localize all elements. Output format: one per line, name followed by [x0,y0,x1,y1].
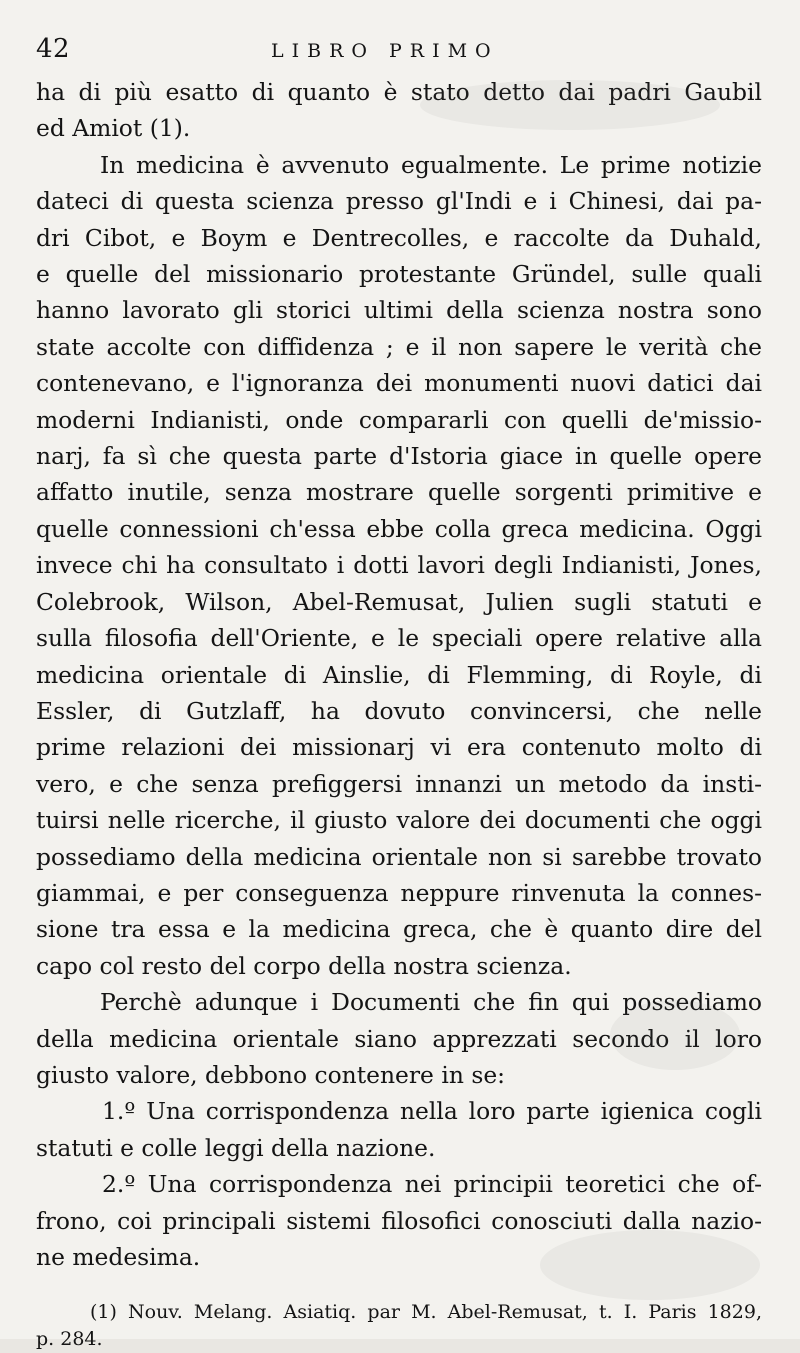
text-line: narj, fa sì che questa parte d'Istoria giace in quelle opere [36,442,762,471]
text-line: statuti e colle leggi della nazione. [36,1133,436,1162]
text-line: 2.º Una corrispondenza nei principii teoretici che of- [102,1170,762,1199]
text-line: affatto inutile, senza mostrare quelle sorgenti primitive e [36,478,762,507]
text-line: vero, e che senza prefiggersi innanzi un metodo da insti- [36,769,762,798]
text-line: Colebrook, Wilson, Abel-Remusat, Julien sugli statuti e [36,587,762,616]
text-line: In medicina è avvenuto egualmente. Le prime notizie [100,150,762,179]
text-line: ne medesima. [36,1243,201,1271]
text-line: sulla filosofia dell'Oriente, e le speciali opere relative alla [36,624,762,653]
text-line: giusto valore, debbono contenere in se: [36,1060,506,1089]
text-line: moderni Indianisti, onde compararli con quelli de'missio- [36,405,762,434]
text-line: 1.º Una corrispondenza nella loro parte igienica cogli [102,1097,762,1126]
text-line: ha di più esatto di quanto è stato detto dai padri Gaubil [36,78,762,106]
text-line: frono, coi principali sistemi filosofici conosciuti dalla nazio- [36,1206,762,1235]
footnote-line: (1) Nouv. Melang. Asiatiq. par M. Abel-Remusat, t. I. Paris 1829, [90,1301,762,1324]
text-line: prime relazioni dei missionarj vi era contenuto molto di [36,733,762,762]
text-line: dri Cibot, e Boym e Dentrecolles, e raccolte da Duhald, [36,223,762,252]
footnote-line: p. 284. [36,1328,103,1351]
text-line: hanno lavorato gli storici ultimi della scienza nostra sono [36,296,762,325]
text-line: Essler, di Gutzlaff, ha dovuto convincersi, che nelle [36,696,762,725]
text-line: quelle connessioni ch'essa ebbe colla greca medicina. Oggi [36,514,762,543]
running-head [36,0,762,74]
body-text [36,74,762,1275]
text-line: dateci di questa scienza presso gl'Indi e i Chinesi, dai pa- [36,187,762,216]
running-title: LIBRO PRIMO [271,40,499,62]
text-line: capo col resto del corpo della nostra scienza. [36,951,572,980]
text-line: della medicina orientale siano apprezzati secondo il loro [36,1024,762,1053]
text-line: state accolte con diffidenza ; e il non sapere le verità che [36,332,762,361]
text-line: ed Amiot (1). [36,114,191,143]
text-line: sione tra essa e la medicina greca, che è quanto dire del [36,915,762,944]
page-number: 42 [36,34,71,64]
text-line: Perchè adunque i Documenti che fin qui possediamo [100,988,762,1017]
text-line: medicina orientale di Ainslie, di Flemming, di Royle, di [36,660,762,689]
text-line: giammai, e per conseguenza neppure rinvenuta la connes- [36,878,762,907]
text-line: possediamo della medicina orientale non si sarebbe trovato [36,842,762,871]
text-line: invece chi ha consultato i dotti lavori degli Indianisti, Jones, [36,551,762,580]
text-line: e quelle del missionario protestante Gründel, sulle quali [36,260,762,289]
text-line: contenevano, e l'ignoranza dei monumenti nuovi datici dai [36,369,762,398]
text-line: tuirsi nelle ricerche, il giusto valore dei documenti che oggi [36,806,762,835]
footnotes [36,1299,762,1353]
